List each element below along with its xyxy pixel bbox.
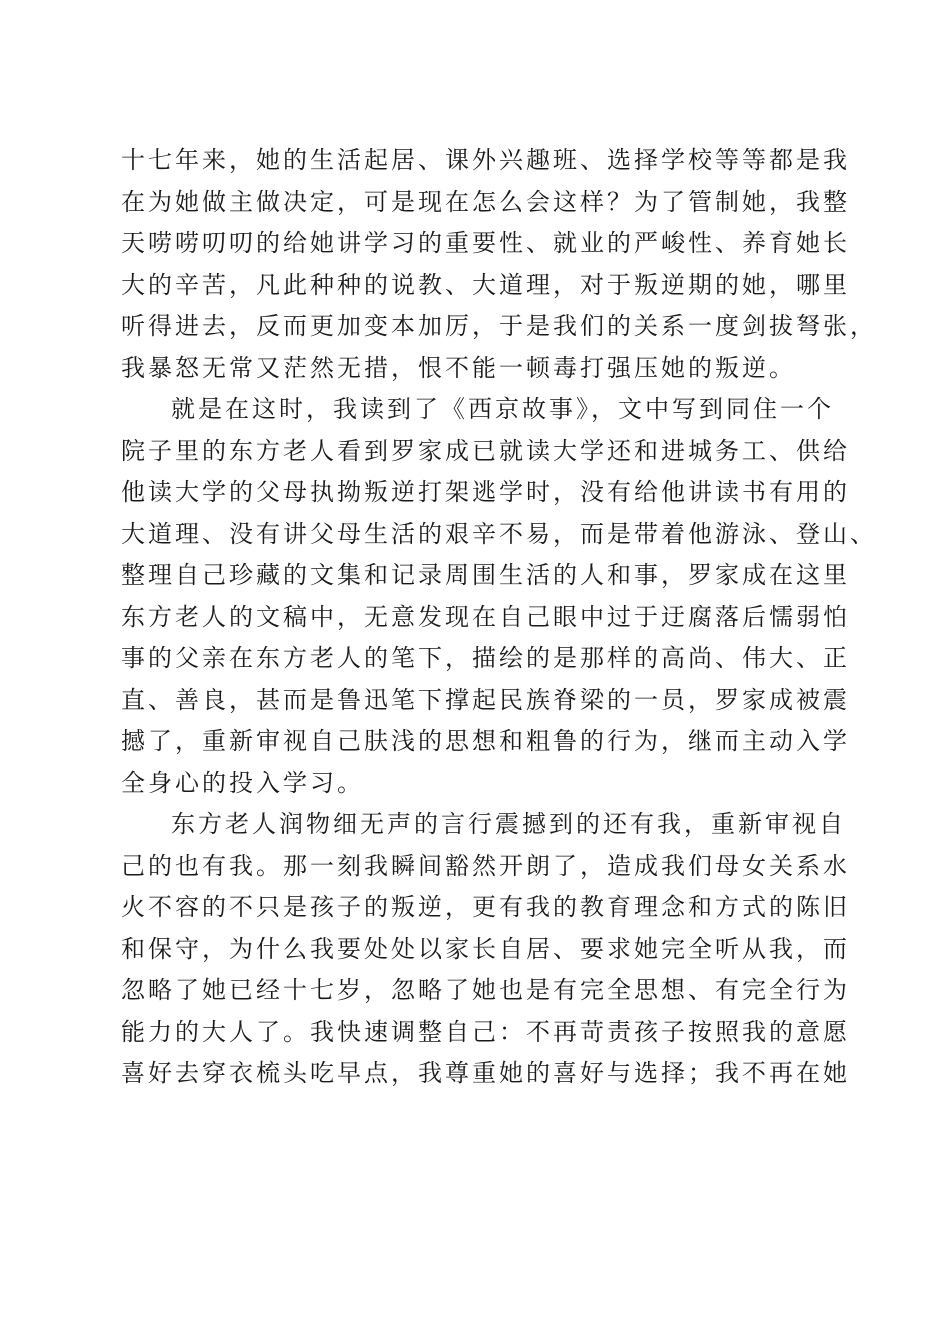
paragraph-1-line-5: 听得进去，反而更加变本加厉，于是我们的关系一度剑拔弩张， <box>121 312 877 340</box>
paragraph-2-line-6: 东方老人的文稿中，无意发现在自己眼中过于迂腐落后懦弱怕 <box>121 602 850 631</box>
document-body <box>121 140 877 1095</box>
paragraph-3-line-2: 己的也有我。那一刻我瞬间豁然开朗了，造成我们母女关系水 <box>121 851 850 880</box>
paragraph-1-line-4: 大的辛苦，凡此种种的说教、大道理，对于叛逆期的她，哪里 <box>121 270 850 299</box>
paragraph-2-line-8: 直、善良，甚而是鲁迅笔下撑起民族脊梁的一员，罗家成被震 <box>121 685 850 714</box>
paragraph-3-line-4: 和保守，为什么我要处处以家长自居、要求她完全听从我，而 <box>121 934 850 963</box>
paragraph-2-line-9: 撼了，重新审视自己肤浅的思想和粗鲁的行为，继而主动入学 <box>121 727 850 755</box>
paragraph-1-line-3: 天唠唠叨叨的给她讲学习的重要性、就业的严峻性、养育她长 <box>121 229 850 257</box>
paragraph-1-line-6: 我暴怒无常又茫然无措，恨不能一顿毒打强压她的叛逆。 <box>121 353 796 382</box>
paragraph-2-line-5: 整理自己珍藏的文集和记录周围生活的人和事，罗家成在这里 <box>121 561 850 589</box>
paragraph-3-line-1: 东方老人润物细无声的言行震撼到的还有我，重新审视自 <box>171 810 846 838</box>
paragraph-2-line-10: 全身心的投入学习。 <box>121 768 364 797</box>
paragraph-3-line-6: 能力的大人了。我快速调整自己：不再苛责孩子按照我的意愿 <box>121 1017 850 1046</box>
paragraph-3-line-7: 喜好去穿衣梳头吃早点，我尊重她的喜好与选择；我不再在她 <box>121 1059 850 1087</box>
paragraph-3-line-5: 忽略了她已经十七岁，忽略了她也是有完全思想、有完全行为 <box>121 976 850 1004</box>
paragraph-2-line-2: 院子里的东方老人看到罗家成已就读大学还和进城务工、供给 <box>121 436 850 465</box>
paragraph-2-line-4: 大道理、没有讲父母生活的艰辛不易，而是带着他游泳、登山、 <box>121 519 877 548</box>
paragraph-1-line-1: 十七年来，她的生活起居、课外兴趣班、选择学校等等都是我 <box>121 146 850 174</box>
paragraph-2-line-3: 他读大学的父母执拗叛逆打架逃学时，没有给他讲读书有用的 <box>121 478 850 506</box>
paragraph-2-line-1: 就是在这时，我读到了《西京故事》，文中写到同住一个 <box>171 395 834 423</box>
paragraph-3-line-3: 火不容的不只是孩子的叛逆，更有我的教育理念和方式的陈旧 <box>121 893 850 921</box>
paragraph-1-line-2: 在为她做主做决定，可是现在怎么会这样？为了管制她，我整 <box>121 187 850 216</box>
paragraph-2-line-7: 事的父亲在东方老人的笔下，描绘的是那样的高尚、伟大、正 <box>121 644 850 672</box>
